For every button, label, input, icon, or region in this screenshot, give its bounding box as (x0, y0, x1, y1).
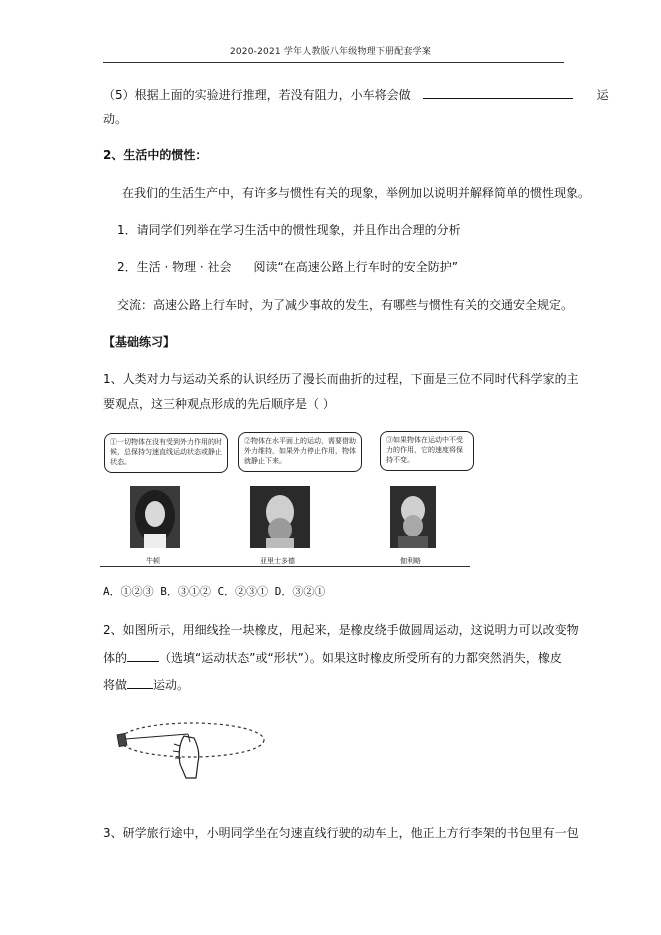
q5-tail: 运 (596, 88, 609, 102)
galileo-portrait (390, 486, 436, 548)
page-header: 2020-2021 学年人教版八年级物理下册配套学案 (229, 47, 432, 57)
newton-bubble: ①一切物体在没有受到外力作用的时候，总保持匀速直线运动状态或静止状态。 (104, 433, 228, 473)
q2-line2 (103, 650, 562, 665)
q1-options: A．①②③ B．③①② C．②③① D．③②① (103, 585, 326, 598)
rotating-eraser-figure (110, 712, 270, 792)
section2-item1: 1．请同学们列举在学习生活中的惯性现象，并且作出合理的分析 (117, 223, 461, 237)
q2-line3-start: 将做 (103, 678, 128, 692)
section2-item2-prefix: 2．生活 · 物理 · 社会 (117, 260, 232, 274)
section2-title: 2、生活中的惯性： (103, 148, 208, 162)
q1-line2: 要观点，这三种观点形成的先后顺序是（ ） (103, 397, 335, 411)
header-rule (103, 62, 564, 63)
q2-blank1 (127, 650, 159, 662)
section2-item2 (117, 260, 458, 274)
newton-portrait (130, 486, 180, 548)
section2-item2-text: 阅读“在高速公路上行车时的安全防护” (253, 260, 458, 274)
galileo-bubble: ③如果物体在运动中不受力的作用，它的速度将保持不变。 (380, 431, 474, 471)
q1-line1: 1、人类对力与运动关系的认识经历了漫长而曲折的过程，下面是三位不同时代科学家的主 (103, 372, 579, 386)
aristotle-caption: 亚里士多德 (260, 557, 295, 565)
q2-line2-start: 体的 (103, 651, 128, 665)
q2-blank2 (127, 677, 153, 689)
scientists-figure (100, 428, 470, 568)
newton-caption: 牛顿 (146, 557, 160, 565)
q5-text: （5）根据上面的实验进行推理，若没有阻力，小车将会做 (103, 88, 411, 102)
aristotle-portrait (250, 486, 310, 548)
q2-line1: 2、如图所示，用细线拴一块橡皮，甩起来，是橡皮绕手做圆周运动，这说明力可以改变物 (103, 623, 579, 637)
q5-line (103, 87, 609, 102)
galileo-caption: 伽利略 (400, 557, 421, 565)
q2-line2-rest: （选填“运动状态”或“形状”）。如果这时橡皮所受所有的力都突然消失，橡皮 (159, 651, 562, 665)
q5-continuation: 动。 (103, 112, 128, 126)
figure-baseline (100, 566, 470, 567)
practice-heading: 【基础练习】 (103, 335, 176, 349)
q3-line1: 3、研学旅行途中，小明同学坐在匀速直线行驶的动车上，他正上方行李架的书包里有一包 (103, 826, 579, 840)
q2-line3-rest: 运动。 (153, 678, 190, 692)
section2-intro: 在我们的生活生产中，有许多与惯性有关的现象，举例加以说明并解释简单的惯性现象。 (122, 186, 591, 200)
aristotle-bubble: ②物体在水平面上的运动，需要借助外力维持，如果外力停止作用，物体就静止下来。 (238, 432, 362, 472)
q5-blank (423, 87, 573, 99)
section2-exchange: 交流：高速公路上行车时，为了减少事故的发生，有哪些与惯性有关的交通安全规定。 (117, 298, 574, 312)
q2-line3 (103, 677, 189, 692)
